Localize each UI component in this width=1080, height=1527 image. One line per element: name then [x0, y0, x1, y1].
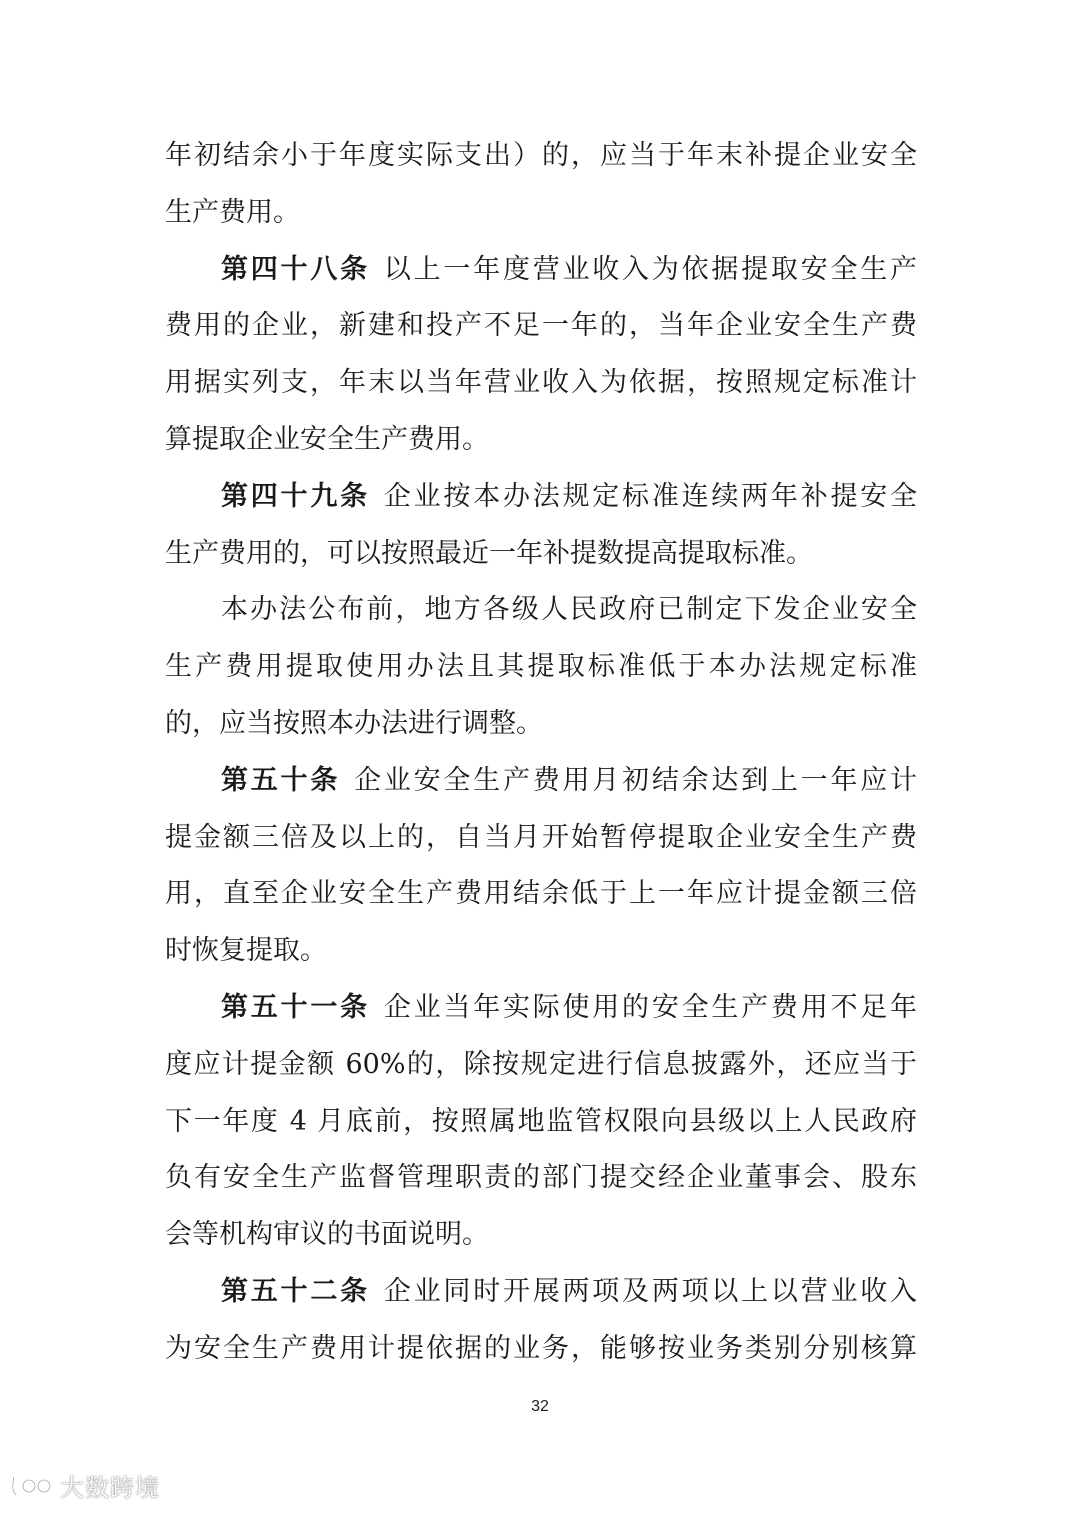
page-number: 32	[531, 1398, 549, 1415]
text-line	[165, 639, 917, 696]
text-line	[165, 185, 917, 242]
text-line	[165, 582, 917, 639]
line-text: 生产费用的，可以按照最近一年补提数提高提取标准。	[165, 537, 813, 569]
line-text: 本办法公布前，地方各级人民政府已制定下发企业安全	[221, 594, 917, 626]
line-text: 企业按本办法规定标准连续两年补提安全	[383, 480, 918, 512]
text-line	[165, 469, 917, 526]
text-line	[165, 298, 917, 355]
text-line	[165, 412, 917, 469]
line-text: 时恢复提取。	[165, 935, 327, 967]
text-line	[165, 866, 917, 923]
paragraph	[165, 242, 917, 469]
line-text: 提金额三倍及以上的，自当月开始暂停提取企业安全生产费	[165, 821, 917, 853]
paragraph	[165, 980, 917, 1264]
watermark	[10, 1468, 160, 1503]
text-line	[165, 1207, 917, 1264]
text-line	[165, 810, 917, 867]
article-heading: 第四十九条	[221, 480, 370, 512]
line-text: 负有安全生产监督管理职责的部门提交经企业董事会、股东	[165, 1162, 917, 1194]
logo-icon	[10, 1473, 56, 1499]
paragraph	[165, 469, 917, 583]
article-heading: 第四十八条	[221, 253, 370, 285]
text-line	[165, 128, 917, 185]
line-text: 为安全生产费用计提依据的业务，能够按业务类别分别核算	[165, 1332, 917, 1364]
text-line	[165, 526, 917, 583]
line-text: 的，应当按照本办法进行调整。	[165, 707, 543, 739]
text-line	[165, 696, 917, 753]
paragraph	[165, 1264, 917, 1378]
line-text: 企业同时开展两项及两项以上以营业收入	[383, 1275, 918, 1307]
line-text: 用，直至企业安全生产费用结余低于上一年应计提金额三倍	[165, 878, 917, 910]
paragraph	[165, 582, 917, 752]
text-line	[165, 242, 917, 299]
line-text: 度应计提金额 60%的，除按规定进行信息披露外，还应当于	[165, 1048, 917, 1080]
text-line	[165, 1094, 917, 1151]
article-heading: 第五十一条	[221, 991, 370, 1023]
text-line	[165, 1264, 917, 1321]
line-text: 会等机构审议的书面说明。	[165, 1219, 489, 1251]
line-text: 年初结余小于年度实际支出）的，应当于年末补提企业安全	[165, 140, 917, 171]
paragraph	[165, 128, 917, 242]
article-heading: 第五十条	[221, 764, 341, 796]
document-body	[165, 128, 917, 1378]
line-text: 企业安全生产费用月初结余达到上一年应计	[354, 764, 918, 796]
paragraph	[165, 753, 917, 980]
text-line	[165, 1150, 917, 1207]
line-text: 算提取企业安全生产费用。	[165, 423, 489, 455]
text-line	[165, 355, 917, 412]
text-line	[165, 1037, 917, 1094]
text-line	[165, 923, 917, 980]
line-text: 以上一年度营业收入为依据提取安全生产	[383, 253, 918, 285]
line-text: 企业当年实际使用的安全生产费用不足年	[383, 991, 918, 1023]
text-line	[165, 1321, 917, 1378]
line-text: 下一年度 4 月底前，按照属地监管权限向县级以上人民政府	[165, 1105, 917, 1137]
text-line	[165, 980, 917, 1037]
text-line	[165, 753, 917, 810]
watermark-text: 大数跨境	[60, 1474, 160, 1502]
line-text: 用据实列支，年末以当年营业收入为依据，按照规定标准计	[165, 367, 917, 399]
line-text: 费用的企业，新建和投产不足一年的，当年企业安全生产费	[165, 310, 917, 342]
line-text: 生产费用提取使用办法且其提取标准低于本办法规定标准	[165, 651, 917, 683]
article-heading: 第五十二条	[221, 1275, 370, 1307]
line-text: 生产费用。	[165, 196, 300, 228]
